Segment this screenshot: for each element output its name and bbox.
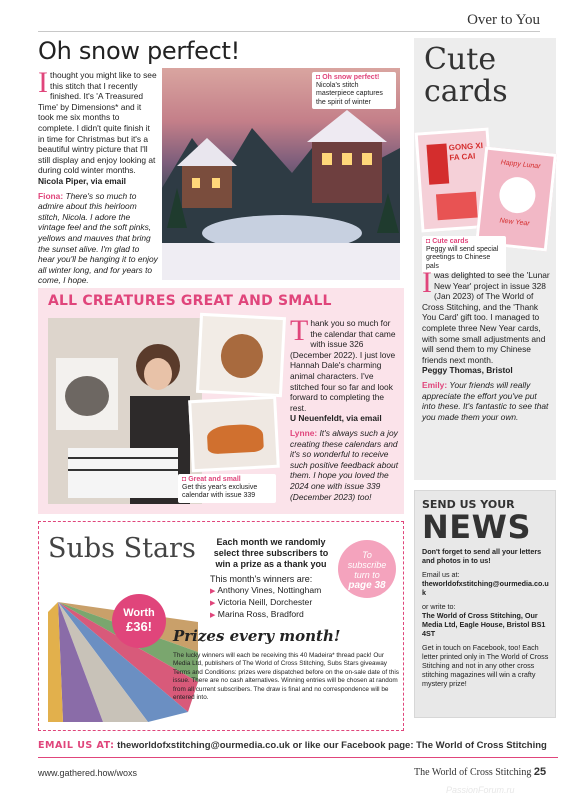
letter1-body: thought you might like to see this stitch that I recently finished. It's 'A Treasured Time' by Dimensions* and it took me six months to complete. I didn't quite finish it in time for Christmas but it's a beautiful wintry picture that I'll still display and enjoy looking at during cold winter months.	[38, 70, 157, 176]
subscribe-text: To subscribe turn to	[347, 550, 387, 580]
winners-block	[210, 574, 321, 622]
cute-caption-title: Cute cards	[432, 238, 469, 245]
letter2-signature: Peggy Thomas, Bristol	[422, 365, 513, 376]
lantern-icon	[426, 144, 449, 185]
camera-icon: ◘	[316, 74, 321, 81]
worth-value: £36!	[125, 619, 153, 634]
worth-label: Worth	[123, 607, 155, 619]
camera-icon: ◘	[426, 238, 431, 245]
news-address: The World of Cross Stitching, Our Media Ltd, Eagle House, Bristol BS1 4ST	[422, 611, 546, 638]
arrow-icon: ▶	[210, 599, 216, 607]
letter1-title: Oh snow perfect!	[38, 37, 240, 65]
news-heading: NEWS	[422, 508, 531, 546]
letter3-reply	[290, 428, 400, 502]
letter2-reply-name: Emily:	[422, 379, 448, 390]
letter3-reply-name: Lynne:	[290, 427, 318, 438]
letter3-signature: U Neuenfeldt, via email	[290, 413, 382, 424]
prizes-heading: Prizes every month!	[173, 627, 341, 645]
letter2-dropcap: I	[422, 266, 432, 299]
arrow-icon: ▶	[210, 587, 216, 595]
letter1-dropcap: I	[38, 66, 48, 99]
news-email-block: Email us at: theworldofxstitching@ourmedia.co.uk	[422, 570, 549, 597]
fox-stitch	[188, 396, 280, 473]
camera-icon: ◘	[182, 476, 187, 483]
email-footer	[38, 740, 558, 751]
letter1-reply-name: Fiona:	[38, 190, 64, 201]
creatures-caption-title: Great and small	[188, 476, 241, 483]
winner-item: ▶ Victoria Neill, Dorchester	[210, 596, 313, 607]
photo1-caption-text: Nicola's stitch masterpiece captures the spirit of winter	[316, 82, 383, 106]
letter3-dropcap: T	[290, 314, 309, 347]
card1-text: GONG XI FA CAI	[448, 140, 484, 163]
letter2-text	[422, 266, 550, 422]
photo1-caption	[312, 72, 396, 109]
news-p1: Don't forget to send all your letters and photos in to us!	[422, 547, 542, 565]
card2-text-bottom: New Year	[499, 217, 530, 228]
creatures-title: ALL CREATURES GREAT AND SMALL	[48, 293, 332, 309]
news-p4: Get in touch on Facebook, too! Each letter printed only in The World of Cross Stitching and not in any other cross stitching magazines will win a crafty mystery prize!	[422, 643, 549, 688]
cute-cards-caption	[422, 236, 506, 273]
letter1-text	[38, 66, 158, 286]
letter3-reply-text: It's always such a joy creating these calendars and it's so wonderful to receive such positive feedback about them. I hope you loved the 2024 one with issue 339 (December 2023) too!	[290, 427, 399, 502]
card2-text-top: Happy Lunar	[500, 159, 541, 171]
winner-item: ▶ Anthony Vines, Nottingham	[210, 584, 322, 595]
rabbit-icon	[498, 175, 538, 215]
squirrel-stitch	[196, 313, 286, 397]
website-url[interactable]: www.gathered.how/woxs	[38, 768, 138, 778]
subs-small-print: The lucky winners will each be receiving this 40 Madeira* thread pack! Our Media Ltd, publishers of The World of Cross Stitching, Subs Stars giveaway Terms and Conditions: prizes were dispatched before on the on-sale date of this issue. There are no cash alternatives. Winning entries will be chosen at random from all current subscribers. The draw is final and no correspondence will be entered into.	[173, 652, 399, 702]
subs-stars-title: Subs Stars	[48, 533, 196, 564]
letter1-reply	[38, 191, 158, 286]
page-number: 25	[533, 766, 547, 778]
page-footer	[414, 766, 546, 778]
news-address-block: or write to: The World of Cross Stitching, Our Media Ltd, Eagle House, Bristol BS1 4ST	[422, 602, 546, 638]
fox-icon	[207, 423, 264, 454]
watermark: PassionForum.ru	[446, 785, 515, 795]
magazine-name: The World of Cross Stitching	[414, 767, 532, 778]
subscribe-page: page 38	[348, 580, 386, 591]
letter2-reply-text: Your friends will really appreciate the effort you've put into these. It's fantastic to see that you made them your own.	[422, 379, 549, 422]
email-footer-text[interactable]: theworldofxstitching@ourmedia.co.uk or like our Facebook page: The World of Cross Stitching	[117, 740, 547, 751]
cute-caption-text: Peggy will send special greetings to Chinese pals	[426, 246, 499, 270]
subscribe-badge[interactable]	[338, 540, 396, 598]
winner-item: ▶ Marina Ross, Bradford	[210, 609, 304, 620]
letter2-reply	[422, 380, 550, 422]
header-rule	[38, 31, 540, 32]
letter1-reply-text: There's so much to admire about this heirloom stitch, Nicola. I adore the vintage feel and the soft pinks, yellows and mauves that bring the sunset alive. I'm glad to hear you'll be hanging it to enjoy all winter long, and for years to come, I hope.	[38, 190, 158, 286]
squirrel-icon	[220, 333, 264, 379]
section-title: Over to You	[467, 12, 540, 28]
send-heading: SEND US YOUR	[422, 498, 515, 511]
footer-rule	[38, 757, 558, 758]
cute-cards-title: Cute cards	[424, 42, 508, 109]
letter1-signature: Nicola Piper, via email	[38, 175, 126, 186]
creatures-caption	[178, 474, 276, 503]
arrow-icon: ▶	[210, 612, 216, 620]
letter3-body: hank you so much for the calendar that came with issue 326 (December 2022). I just love Hannah Dale's charming animal characters. I've stitched four so far and look forward to completing the rest.	[290, 318, 396, 413]
news-text	[422, 547, 552, 693]
creatures-caption-text: Get this year's exclusive calendar with issue 339	[182, 484, 258, 500]
letter2-body: was delighted to see the 'Lunar New Year' project in issue 328 (Jan 2023) of The World of Cross Stitching, and the 'Thank You Card' gift too. I managed to complete three New Year cards, with some small adjustments and will send them to my Chinese friends next month.	[422, 270, 550, 365]
winners-heading: This month's winners are:	[210, 574, 313, 584]
envelope-icon	[436, 192, 478, 221]
letter3-text	[290, 314, 400, 502]
news-email-link[interactable]: theworldofxstitching@ourmedia.co.uk	[422, 579, 549, 597]
worth-badge	[112, 594, 166, 648]
subs-intro: Each month we randomly select three subscribers to win a prize as a thank you	[213, 537, 329, 569]
winter-stitch-photo	[162, 68, 400, 280]
photo1-caption-title: Oh snow perfect!	[322, 74, 380, 81]
email-label: EMAIL US AT:	[38, 740, 115, 751]
